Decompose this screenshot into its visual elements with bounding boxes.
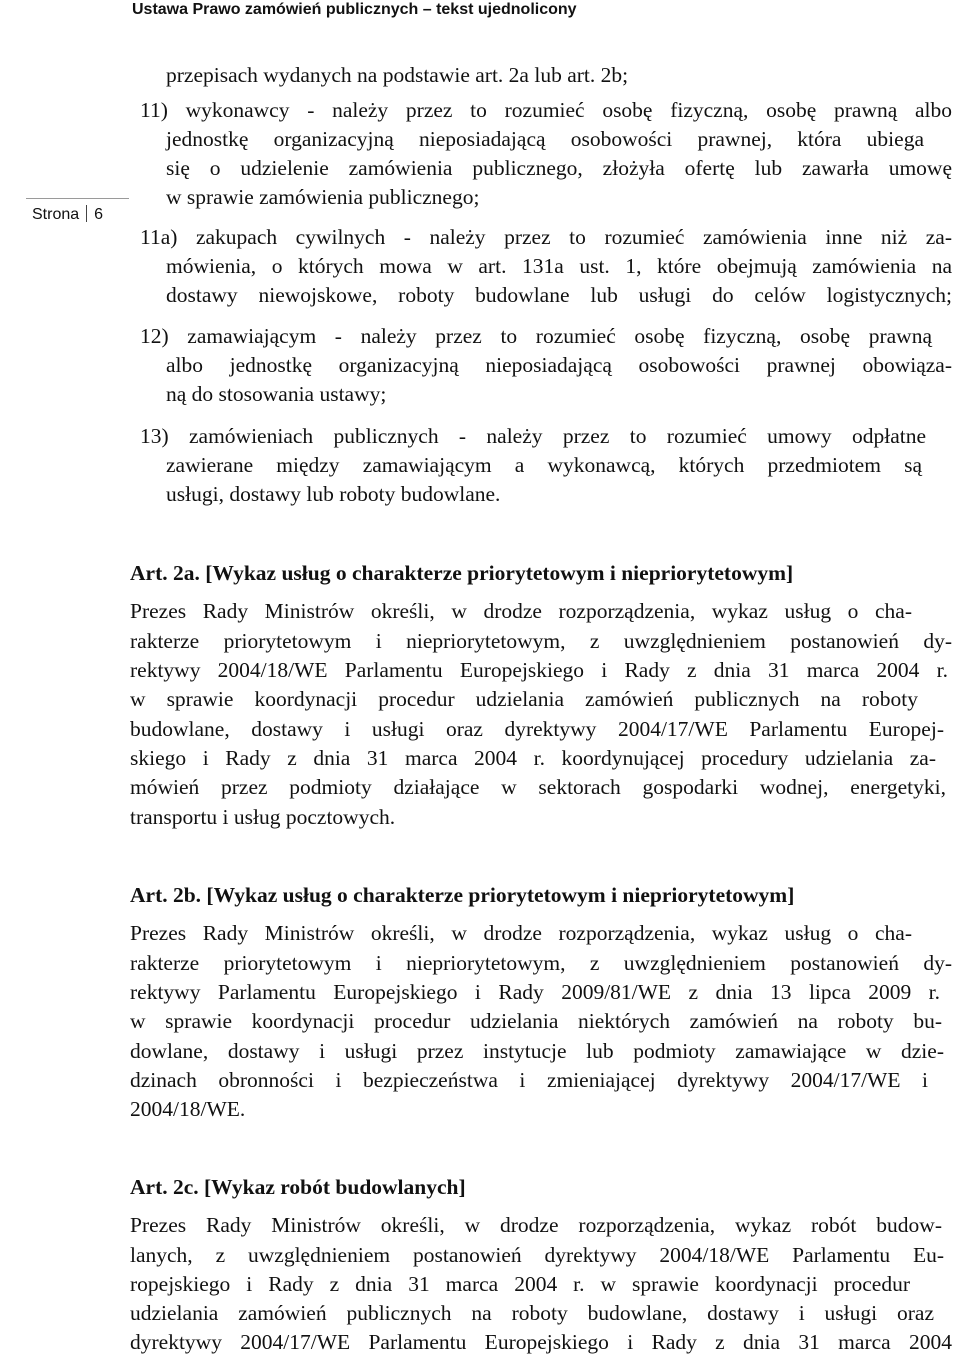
article-heading: Art. 2c. [Wykaz robót budowlanych]	[130, 1175, 466, 1199]
article-2b-line: dzinach obronności i bezpieczeństwa i zmieniającej dyrektywy 2004/17/WE i	[130, 1068, 928, 1092]
definition-11-line: 11) wykonawcy - należy przez to rozumieć osobę fizyczną, osobę prawną albo	[140, 98, 952, 122]
article-2b-line: 2004/18/WE.	[130, 1097, 246, 1121]
article-2a-line: budowlane, dostawy i usługi oraz dyrektywy 2004/17/WE Parlamentu Europej-	[130, 717, 944, 741]
definition-11a-line: dostawy niewojskowe, roboty budowlane lub usługi do celów logistycznych;	[166, 283, 952, 307]
page-label-separator	[86, 205, 87, 222]
article-2a-line: rakterze priorytetowym i niepriorytetowym, z uwzględnieniem postanowień dy-	[130, 629, 952, 653]
definition-11-line: się o udzielenie zamówienia publicznego, złożyła ofertę lub zawarła umowę	[166, 156, 952, 180]
definition-12-line: albo jednostkę organizacyjną nieposiadającą osobowości prawnej obowiąza-	[166, 353, 952, 377]
definition-12-line: 12) zamawiającym - należy przez to rozumieć osobę fizyczną, osobę prawną	[140, 324, 932, 348]
article-2a-line: skiego i Rady z dnia 31 marca 2004 r. koordynującej procedury udzielania za-	[130, 746, 936, 770]
definition-13-line: 13) zamówieniach publicznych - należy przez to rozumieć umowy odpłatne	[140, 424, 926, 448]
definition-11a-line: mówienia, o których mowa w art. 131a ust. 1, które obejmują zamówienia na	[166, 254, 952, 278]
article-2b-line: rektywy Parlamentu Europejskiego i Rady 2009/81/WE z dnia 13 lipca 2009 r.	[130, 980, 940, 1004]
definition-13-line: usługi, dostawy lub roboty budowlane.	[166, 482, 501, 506]
article-2b-line: w sprawie koordynacji procedur udzielania niektórych zamówień na roboty bu-	[130, 1009, 942, 1033]
article-2c-line: Prezes Rady Ministrów określi, w drodze rozporządzenia, wykaz robót budow-	[130, 1213, 942, 1237]
article-2b-line: rakterze priorytetowym i niepriorytetowym, z uwzględnieniem postanowień dy-	[130, 951, 952, 975]
article-2c-line: ropejskiego i Rady z dnia 31 marca 2004 r. w sprawie koordynacji procedur	[130, 1272, 910, 1296]
definition-13-line: zawierane między zamawiającym a wykonawcą, których przedmiotem są	[166, 453, 922, 477]
article-2b-line: Prezes Rady Ministrów określi, w drodze rozporządzenia, wykaz usług o cha-	[130, 921, 912, 945]
page-label-rule	[26, 198, 129, 199]
definition-11a-line: 11a) zakupach cywilnych - należy przez to rozumieć zamówienia inne niż za-	[140, 225, 952, 249]
article-2a-line: transportu i usług pocztowych.	[130, 805, 396, 829]
article-heading: Art. 2a. [Wykaz usług o charakterze priorytetowym i niepriorytetowym]	[130, 561, 794, 585]
article-2a-line: Prezes Rady Ministrów określi, w drodze rozporządzenia, wykaz usług o cha-	[130, 599, 912, 623]
article-2c-line: lanych, z uwzględnieniem postanowień dyrektywy 2004/18/WE Parlamentu Eu-	[130, 1243, 944, 1267]
article-2c-line: udzielania zamówień publicznych na roboty budowlane, dostawy i usługi oraz	[130, 1301, 934, 1325]
page-number-label	[32, 205, 103, 224]
page-label-text: Strona	[32, 206, 80, 223]
article-2a-line: mówień przez podmioty działające w sektorach gospodarki wodnej, energetyki,	[130, 775, 946, 799]
article-2c-line: dyrektywy 2004/17/WE Parlamentu Europejskiego i Rady z dnia 31 marca 2004	[130, 1330, 952, 1354]
definition-11-line: w sprawie zamówienia publicznego;	[166, 185, 480, 209]
definition-11-line: jednostkę organizacyjną nieposiadającą osobowości prawnej, która ubiega	[166, 127, 924, 151]
article-heading: Art. 2b. [Wykaz usług o charakterze priorytetowym i niepriorytetowym]	[130, 883, 795, 907]
page-number: 6	[94, 206, 104, 223]
article-2b-line: dowlane, dostawy i usługi przez instytucje lub podmioty zamawiające w dzie-	[130, 1039, 944, 1063]
definition-continuation: przepisach wydanych na podstawie art. 2a lub art. 2b;	[166, 63, 629, 87]
article-2a-line: rektywy 2004/18/WE Parlamentu Europejskiego i Rady z dnia 31 marca 2004 r.	[130, 658, 948, 682]
document-header-title: Ustawa Prawo zamówień publicznych – tekst ujednolicony	[132, 1, 577, 18]
article-2a-line: w sprawie koordynacji procedur udzielania zamówień publicznych na roboty	[130, 687, 918, 711]
definition-12-line: ną do stosowania ustawy;	[166, 382, 387, 406]
